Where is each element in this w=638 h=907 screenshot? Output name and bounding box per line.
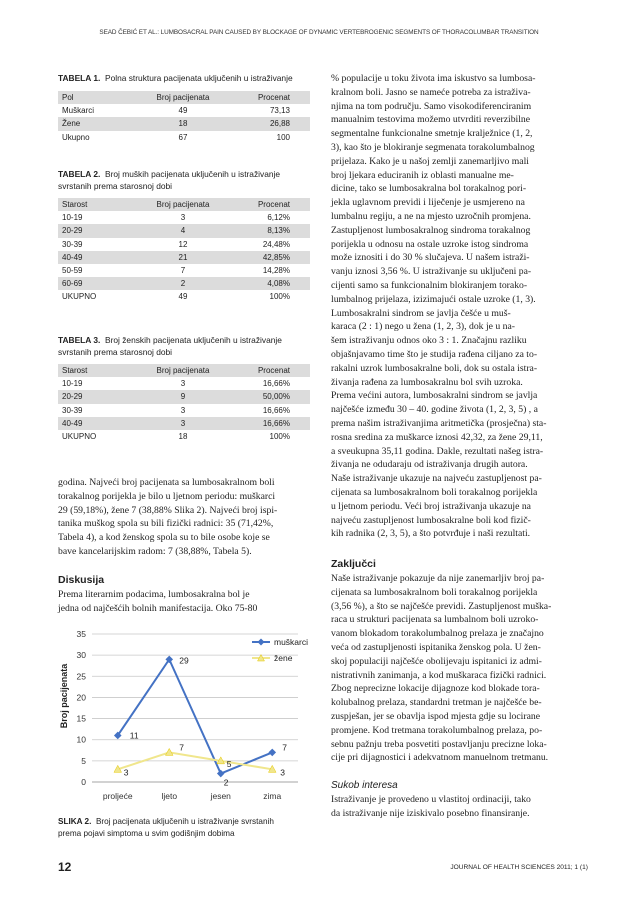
x-tick-label: ljeto — [161, 791, 178, 801]
text-line: sebnu pažnju treba posvetiti postavljanju precizne loka- — [331, 738, 547, 750]
text-line: šem istraživanju odnos oko 3 : 1. Značajnu razliku — [331, 335, 527, 347]
table-cell: Ukupno — [62, 132, 90, 142]
table-row — [58, 117, 310, 130]
sukob-heading: Sukob interesa — [331, 780, 398, 791]
table3-title-line2: svrstanih prema starosnoj dobi — [58, 347, 173, 357]
table-cell: 50,00% — [262, 392, 290, 402]
table-cell: 10-19 — [62, 379, 83, 389]
text-line: može iznositi i do 30 % slučajeva. U našem istraži- — [331, 252, 530, 264]
table1 — [58, 91, 310, 144]
data-label: 3 — [123, 767, 129, 778]
text-line: Istraživanje je provedeno u vlastitoj ordinaciji, tako — [331, 794, 531, 805]
text-line: lumbalnog prijelaza, izizimajući ostale uzroke (1, 3). — [331, 293, 536, 305]
table-cell: 26,88 — [269, 119, 290, 129]
table-cell: 42,85% — [262, 252, 290, 262]
table-cell: UKUPNO — [62, 292, 97, 302]
text-line: objašnjavamo time što je studija rađena ciljano za to- — [331, 348, 538, 360]
y-tick-label: 5 — [81, 755, 86, 766]
left-paragraph — [58, 476, 310, 559]
table2-title-line1: Broj muških pacijenata uključenih u istraživanje — [105, 169, 281, 179]
text-line: porijekla u odnosu na ostale uzroke istog sindroma — [331, 238, 529, 250]
page-number: 12 — [58, 860, 72, 874]
table1-block — [58, 72, 310, 144]
journal-footer: JOURNAL OF HEALTH SCIENCES 2011; 1 (1) — [450, 864, 588, 871]
y-tick-label: 25 — [76, 671, 86, 682]
text-line: (3,56 %), a što se najčešće previdi. Zastupljenost muška- — [331, 600, 552, 612]
text-line: Zastupljenost lumbosakralnog sindroma torakalnog — [331, 224, 531, 236]
table-cell: 24,48% — [262, 239, 290, 249]
table-header-cell: Broj pacijenata — [156, 200, 210, 210]
table-row — [58, 277, 310, 290]
table2-title-line2: svrstanih prema starosnoj dobi — [58, 181, 173, 191]
table-cell: 18 — [178, 119, 188, 129]
table-cell: 49 — [178, 106, 188, 116]
text-line: najveću zastupljenost lumbosakralne boli kod fizič- — [331, 514, 531, 526]
text-line: njima na tom području. Samo visokodiferenciranim — [331, 100, 532, 112]
table-row — [58, 251, 310, 264]
zakljucci-section — [331, 558, 587, 765]
table2 — [58, 198, 310, 304]
table-cell: 7 — [180, 266, 186, 276]
table1-label: TABELA 1. — [58, 73, 101, 83]
y-tick-label: 20 — [76, 692, 86, 703]
text-line: zuspješan, jer se obavlja ispod mjesta gdje su locirane — [331, 710, 541, 722]
table-row — [58, 104, 310, 117]
data-label: 11 — [129, 730, 139, 741]
table-row — [58, 131, 310, 144]
text-line: segmentalne funkcionalne smetnje kralježnice (1, 2, — [331, 128, 533, 140]
table-cell: 3 — [180, 379, 186, 389]
text-line: prijelaza. Kako je u našoj zemlji zanemarljivo mali — [331, 155, 529, 167]
chart-y-ticks — [77, 629, 87, 787]
text-line: lumbalnu regiju, a ne na mjesto uzročnih promjena. — [331, 210, 531, 222]
text-line: Tabela 4), a kod ženskog spola su to bile osobe koje se — [58, 532, 270, 544]
text-line: manualnim testovima možemo utvrditi reverzibilne — [331, 114, 531, 126]
y-tick-label: 35 — [76, 629, 86, 639]
text-line: veća od zastupljenosti ispitanika ženskog pola. U žen- — [331, 641, 541, 653]
table-cell: 60-69 — [62, 279, 83, 289]
text-line: cije pri dijagnostici i adekvatnom manuelnom tretmanu. — [331, 752, 549, 764]
table-cell: 21 — [178, 252, 188, 262]
legend-label-zene: žene — [274, 653, 293, 663]
y-tick-label: 30 — [76, 650, 86, 661]
text-line: Zbog neprecizne lokacije dijagnoze kod blokade tora- — [331, 683, 540, 695]
data-label: 29 — [179, 655, 189, 666]
text-line: bave kancelarijskim radom: 7 (38,88%, Tabela 5). — [58, 545, 252, 557]
table-cell: 8,13% — [267, 226, 290, 236]
text-line: dicine, tako se lumbosakralna bol torakalnog pori- — [331, 183, 527, 195]
table-row — [58, 417, 310, 430]
table-row — [58, 377, 310, 390]
text-line: broj ljekara educiranih iz oblasti manualne me- — [331, 169, 514, 181]
table-cell: 30-39 — [62, 405, 83, 415]
table-cell: 2 — [180, 279, 186, 289]
table1-caption — [58, 72, 310, 84]
text-line: karaca (2 : 1) nego u žena (1, 2, 3), dok je u na- — [331, 321, 515, 333]
table3-block — [58, 334, 310, 443]
table-cell: 16,66% — [262, 405, 290, 415]
table-cell: 14,28% — [262, 266, 290, 276]
table-cell: 40-49 — [62, 252, 83, 262]
table-cell: 100 — [276, 132, 290, 142]
running-head: SEAD ČEBIĆ ET AL.: LUMBOSACRAL PAIN CAUSED BY BLOCKAGE OF DYNAMIC VERTEBROGENIC SEGMENTS OF THORACOLUMBAR TRANSITION — [99, 29, 539, 36]
text-line: nistrativnih zanimanja, a kod muškaraca fizički radnici. — [331, 669, 547, 681]
text-line: a sveukupna 35,11 godina. Dakle, rezultati našeg istra- — [331, 445, 544, 457]
table-row — [58, 238, 310, 251]
diskusija-section — [58, 574, 310, 616]
diskusija-heading: Diskusija — [58, 574, 105, 586]
text-line: jedna od najčešćih bolnih manifestacija. Oko 75-80 — [58, 602, 258, 614]
y-tick-label: 15 — [76, 713, 86, 724]
table-cell: 40-49 — [62, 418, 83, 428]
text-line: najčešće između 30 – 40. godine života (1, 2, 3, 5) , a — [331, 404, 538, 416]
text-line: tanika muškog spola su bili fizički radnici: 35 (71,42%, — [58, 518, 274, 530]
table-header-row — [58, 364, 310, 377]
y-tick-label: 0 — [81, 777, 86, 787]
text-line: vanom blokadom torakolumbalnog prelaza je značajno — [331, 628, 544, 640]
table3-label: TABELA 3. — [58, 335, 101, 345]
chart-ylabel: Broj pacijenata — [59, 663, 69, 729]
text-line: rosna sredina za muškarce iznosi 42,32, za žene 29,11, — [331, 431, 543, 443]
text-line: godina. Najveći broj pacijenata sa lumbosakralnom boli — [58, 477, 275, 488]
table2-block — [58, 168, 310, 304]
figure-caption — [58, 816, 310, 840]
text-line: kih radnika (2, 3, 5), a što potvrđuje i naši rezultati. — [331, 528, 531, 540]
data-point — [268, 749, 276, 757]
legend-marker-muskarci — [258, 639, 265, 646]
table-row — [58, 211, 310, 224]
table-row — [58, 390, 310, 403]
data-label: 3 — [280, 767, 285, 778]
table3 — [58, 364, 310, 443]
table-cell: 3 — [180, 405, 186, 415]
table-header-cell: Broj pacijenata — [156, 93, 210, 103]
zakljucci-text — [331, 572, 587, 765]
table-row — [58, 264, 310, 277]
text-line: rakalni uzrok lumbosakralne boli, dok su ostala istra- — [331, 362, 538, 374]
chart-legend — [252, 637, 308, 663]
text-line: raca u strukturi pacijenata sa lumbalnom boli uzroko- — [331, 614, 539, 626]
table-cell: 50-59 — [62, 266, 83, 276]
table-row — [58, 430, 310, 443]
text-line: 3), kao što je blokiranje segmenata torakolumbalnog — [331, 141, 535, 153]
text-line: cijenata sa lumbosakralnom boli torakalnog porijekla — [331, 486, 538, 498]
table-row — [58, 404, 310, 417]
table-header-row — [58, 91, 310, 104]
chart-x-ticks — [103, 791, 282, 801]
x-tick-label: jesen — [210, 791, 231, 801]
x-tick-label: proljeće — [102, 791, 133, 801]
text-line: u ljetnom periodu. Veći broj istraživanja ukazuje na — [331, 500, 531, 512]
y-tick-label: 10 — [76, 734, 86, 745]
text-line: da istraživanje nije iziskivalo posebno finansiranje. — [331, 807, 530, 819]
table-cell: 3 — [180, 418, 186, 428]
table-cell: 18 — [178, 432, 188, 442]
text-line: kolubalnog prelaza, standardni tretman je najčešće be- — [331, 697, 542, 709]
table-cell: 20-29 — [62, 392, 83, 402]
table-header-cell: Pol — [62, 93, 74, 103]
table-cell: 4 — [180, 226, 186, 236]
table-header-cell: Procenat — [257, 93, 290, 103]
text-line: Lumbosakralni sindrom se javlja češće u muš- — [331, 307, 511, 319]
chart-series — [114, 656, 276, 778]
text-line: Prema većini autora, lumbosakralni sindrom se javlja — [331, 390, 538, 402]
table-cell: 4,08% — [267, 279, 290, 289]
data-point — [217, 770, 225, 778]
table-row — [58, 290, 310, 303]
table-header-row — [58, 198, 310, 211]
table3-title-line1: Broj ženskih pacijenata uključenih u istraživanje — [105, 335, 282, 345]
table-header-cell: Broj pacijenata — [156, 366, 210, 376]
right-paragraph — [331, 72, 587, 541]
table-row — [58, 224, 310, 237]
table-cell: 9 — [180, 392, 186, 402]
table-header-cell: Starost — [62, 366, 88, 376]
data-label: 7 — [282, 742, 287, 753]
table-cell: 30-39 — [62, 239, 83, 249]
text-line: živanja ne odudaraju od istraživanja drugih autora. — [331, 459, 528, 471]
table-cell: 100% — [269, 292, 290, 302]
text-line: živanja rađena za lumbosakralnu bol svih uzroka. — [331, 376, 523, 388]
table-cell: 3 — [180, 213, 186, 223]
table-header-cell: Procenat — [257, 366, 290, 376]
figure-caption-line1: Broj pacijenata uključenih u istraživanje svrstanih — [95, 817, 274, 826]
text-line: promjene. Kod tretmana torakolumbalnog prelaza, po- — [331, 724, 543, 736]
season-line-chart — [56, 624, 312, 812]
table-cell: 16,66% — [262, 418, 290, 428]
text-line: cijenti samo sa funkcionalnim blokiranjem torako- — [331, 279, 528, 291]
table-cell: 67 — [178, 132, 188, 142]
table-cell: 12 — [178, 239, 188, 249]
table-cell: 100% — [269, 432, 290, 442]
figure-label: SLIKA 2. — [58, 817, 92, 826]
table-header-cell: Starost — [62, 200, 88, 210]
data-label: 7 — [179, 742, 184, 753]
table-cell: 6,12% — [267, 213, 290, 223]
zakljucci-heading: Zaključci — [331, 558, 376, 570]
text-line: vanju iznosi 3,56 %. U istraživanje su uključeni pa- — [331, 266, 532, 278]
figure-caption-line2: prema pojavi simptoma u svim godišnjim dobima — [58, 829, 235, 838]
legend-label-muskarci: muškarci — [274, 637, 309, 647]
text-line: skoj populaciji najčešće obolijevaju ispitanici iz admi- — [331, 655, 542, 667]
x-tick-label: zima — [263, 791, 282, 801]
chart-grid — [92, 634, 298, 782]
table-header-cell: Procenat — [257, 200, 290, 210]
data-label: 2 — [223, 777, 229, 788]
table-cell: 16,66% — [262, 379, 290, 389]
text-line: jekla uglavnom previdi i liječenje je usmjereno na — [331, 197, 525, 209]
text-line: 29 (59,18%), žene 7 (38,88% Slika 2). Najveći broj ispi- — [58, 504, 278, 516]
table-cell: Žene — [62, 119, 81, 129]
table-cell: 49 — [178, 292, 188, 302]
table-cell: 20-29 — [62, 226, 83, 236]
text-line: torakalnog porijekla je bilo u ljetnom periodu: muškarci — [58, 490, 276, 502]
table-cell: 10-19 — [62, 213, 83, 223]
text-line: % populacije u toku života ima iskustvo sa lumbosa- — [331, 73, 536, 84]
text-line: Naše istraživanje pokazuje da nije zanemarljiv broj pa- — [331, 573, 545, 584]
text-line: prema našim istraživanjima aritmetička (prosječna) sta- — [331, 417, 547, 429]
data-label: 5 — [226, 758, 232, 769]
table-cell: UKUPNO — [62, 432, 97, 442]
text-line: Naše istraživanje ukazuje na najveću zastupljenost pa- — [331, 473, 542, 485]
text-line: cijenata sa lumbosakralnom boli torakalnog porijekla — [331, 586, 538, 598]
table2-caption — [58, 168, 310, 192]
table2-label: TABELA 2. — [58, 169, 101, 179]
table-cell: 73,13 — [269, 106, 290, 116]
text-line: Prema literarnim podacima, lumbosakralna bol je — [58, 589, 250, 600]
table1-title: Polna struktura pacijenata uključenih u istraživanje — [105, 73, 293, 83]
table-cell: Muškarci — [62, 106, 95, 116]
text-line: kralnom boli. Jasno se nameće potreba za istraživa- — [331, 86, 531, 98]
sukob-section — [331, 780, 587, 821]
table3-caption — [58, 334, 310, 358]
